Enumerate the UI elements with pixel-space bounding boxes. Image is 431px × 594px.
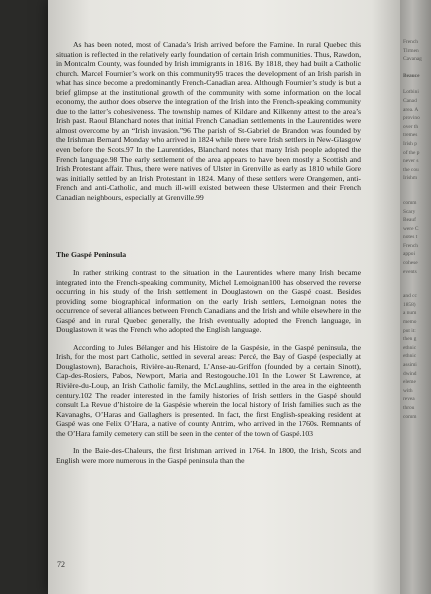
facing-page-fragment: memo xyxy=(403,319,417,326)
facing-page-fragment: dwind xyxy=(403,370,417,377)
text-block-bottom xyxy=(56,268,361,465)
facing-page-fragment: ethnic xyxy=(403,353,417,360)
facing-page-fragment: appoi xyxy=(403,251,415,258)
facing-page-fragment xyxy=(400,276,431,284)
facing-page-fragment: throu xyxy=(403,404,415,411)
facing-page-fragment xyxy=(400,80,431,88)
page-number: 72 xyxy=(57,560,65,569)
paragraph-baie-des-chaleurs: In the Baie-des-Chaleurs, the first Irishman arrived in 1764. In 1800, the Irish, Scots and English were more numerous in the Gaspé peninsula than the xyxy=(56,446,361,465)
facing-page-fragment: were C xyxy=(403,225,419,232)
facing-page-fragment: Canad xyxy=(403,97,417,104)
facing-page-fragment: revea xyxy=(403,396,415,403)
facing-page-fragment: 1858) xyxy=(403,301,416,308)
facing-page-fragment: of the p xyxy=(403,149,420,156)
paragraph-douglastown: In rather striking contrast to the situation in the Laurentides where many Irish became integrated into the French-speaking community, Michel Lemoignan100 has observed the reverse occurring in his study of the Irish settlement in Douglastown on the Gaspé coast. Besides providing some biographical information on the early Irish settlers, Lemoignan notes the occurrence of several alliances between French Canadians and the Irish and while elsewhere in the Gaspé and in rural Quebec generally, the Irish eventually adopted the French language, in Douglastown it was the French who adopted the English language. xyxy=(56,268,361,335)
facing-page-fragment: put it: xyxy=(403,327,416,334)
facing-page-fragment: then g xyxy=(403,336,417,343)
facing-page-fragment: Beauce xyxy=(403,72,420,79)
section-heading: The Gaspé Peninsula xyxy=(56,250,127,259)
facing-page-fragment: events xyxy=(403,268,417,275)
facing-page-fragment: Scary xyxy=(403,208,416,215)
facing-page-fragment: ethnic xyxy=(403,344,417,351)
facing-page-fragment: Irish p xyxy=(403,140,417,147)
facing-page-fragment: eleme xyxy=(403,379,416,386)
facing-page-fragment: Lotbini xyxy=(403,89,419,96)
facing-page-fragment: notes t xyxy=(403,234,418,241)
facing-page-fragment: and cc xyxy=(403,293,417,300)
facing-page-fragment: provino xyxy=(403,115,420,122)
text-block-top xyxy=(56,40,361,202)
facing-page-fragment: Cavanag xyxy=(403,56,422,63)
facing-page-fragment: Beauf xyxy=(403,217,416,224)
facing-page-fragment: tremes xyxy=(403,132,418,139)
facing-page-fragment: Tirmen xyxy=(403,47,419,54)
facing-page-fragment: comm xyxy=(403,199,417,206)
paragraph-belanger: According to Jules Bélanger and his Histoire de la Gaspésie, in the Gaspé peninsula, the Irish, for the most part Catholic, settled in several areas: Percé, the Bay of Gaspé (especially at Douglastown), Barachois, Rivière-au-Renard, L’Anse-au-Griffon (founded by a certain Sinott), Cap-des-Rosiers, Pabos, Newport, Maria and Restogouche.101 In the Lower St Lawrence, at Rivière-du-Loup, an Irish Catholic family, the McLaughlins, settled in the area in the eighteenth century.102 The reader interested in the family histories of Irish settlers in the Gaspé should consult La Revue d’histoire de la Gaspésie wherein the local history of Irish families such as the Kavanaghs, O’Haras and Gallaghers is presented. In fact, the first English-speaking resident at Gaspé was one Felix O’Hara, a native of county Antrim, who arrived in the 1760s. Remnants of the O’Hara family cemetery can still be seen in the center of the town of Gaspé.103 xyxy=(56,342,361,438)
facing-page-fragment: the cou xyxy=(403,166,419,173)
facing-page-fragment: French xyxy=(403,242,418,249)
facing-page-edge xyxy=(400,0,431,594)
facing-page-fragment xyxy=(400,64,431,72)
facing-page-fragment xyxy=(400,284,431,292)
facing-page-fragment xyxy=(400,191,431,199)
facing-page-fragment xyxy=(400,183,431,191)
facing-page-fragment: area. A xyxy=(403,106,419,113)
facing-page-fragment: cohese xyxy=(403,260,418,267)
facing-page-fragment: Irishm xyxy=(403,175,418,182)
facing-page-fragment: with xyxy=(403,387,413,394)
facing-page-fragment: over th xyxy=(403,123,419,130)
paragraph-rawdon: As has been noted, most of Canada’s Irish arrived before the Famine. In rural Quebec this situation is reflected in the relatively early foundation of certain Irish communities. Thus, Rawdon, in Montcalm County, was founded by Irish immigrants in 1816. By 1818, they had built a Catholic church. Marcel Fournier’s work on this community95 traces the development of an Irish parish in what has since become a predominantly French-Canadian area. Although Fournier’s study is but a brief glimpse at the institutional growth of the community with some information on the local economy, the author does observe the integration of the Irish into the French-speaking community due to the latter’s cohesiveness. The township names of Kildare and Kilkenny attest to the area’s Irish past. Raoul Blanchard notes that initial French Canadian settlements in the Laurentides were almost overcome by an “Irish invasion.”96 The parish of St-Gabriel de Brandon was founded by the Irishman Bernard Monday who arrived in 1824 while there were Irish settlers in New-Glasgow even before the Scots.97 In the Laurentides, Blanchard notes that many Irish people adopted the French language.98 The early settlement of the area appears to have been mostly a Scottish and Irish Protestant affair. Thus, there were natives of Ulster in Grenville as early as 1810 while Gore was initially settled by an Irish Protestant in 1824. Many of these settlers were Orangemen, anti-French and anti-Catholic, and much ill-will existed between these Ulstermen and their French Canadian neighbours, especially at Grenville.99 xyxy=(56,40,361,202)
facing-page-fragment: never s xyxy=(403,158,419,165)
facing-page-fragment: French xyxy=(403,39,418,45)
facing-page-fragment: comm xyxy=(403,413,417,420)
facing-page-fragment: assimi xyxy=(403,362,417,368)
facing-page-fragment: a num xyxy=(403,310,417,317)
